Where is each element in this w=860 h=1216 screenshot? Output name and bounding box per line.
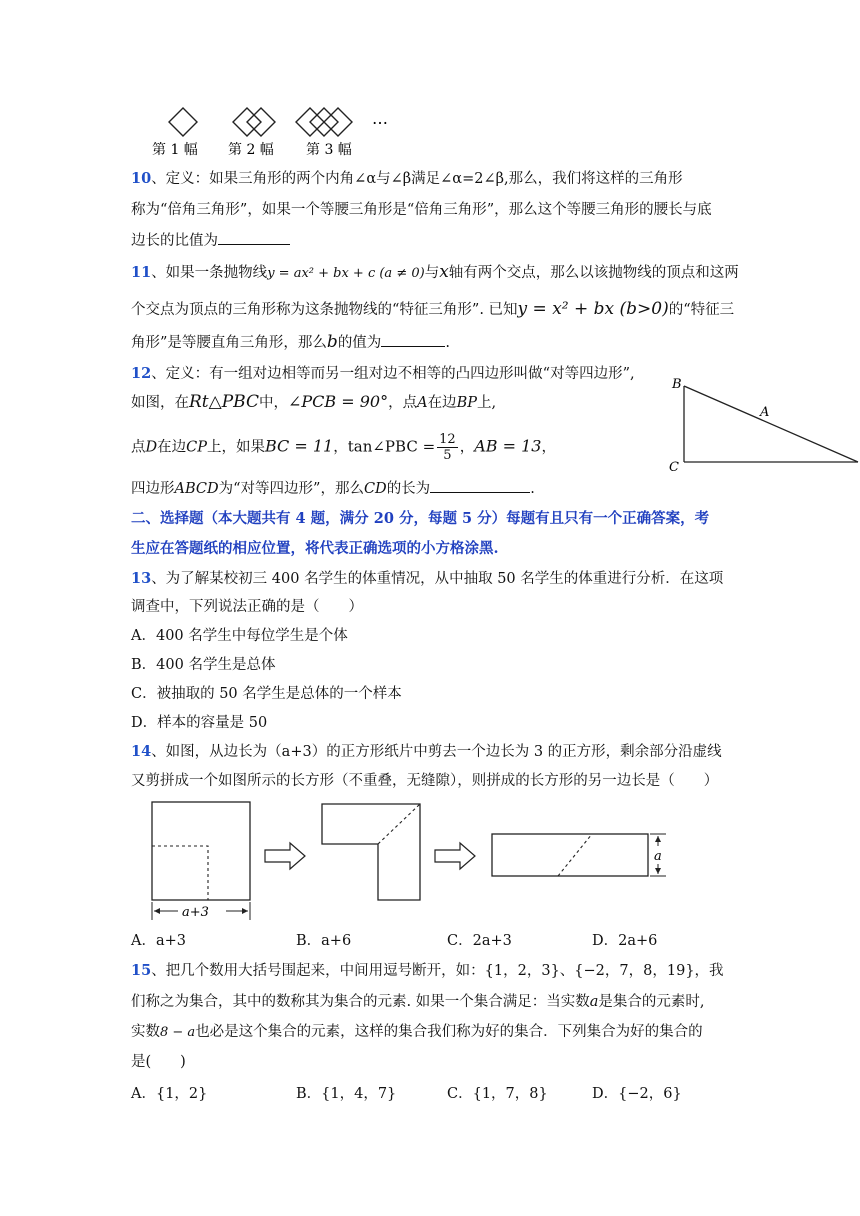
- q11-text: 的值为: [337, 335, 382, 351]
- q14-option-b[interactable]: B．a+6: [296, 933, 352, 949]
- q10-line-3: [131, 230, 290, 251]
- section-heading-line-1: 二、选择题（本大题共有 4 题，满分 20 分，每题 5 分）每题有且只有一个正确答案，考: [131, 510, 710, 527]
- q15-line-2: [131, 992, 704, 1012]
- point-a: A: [417, 395, 428, 411]
- square-cut-figure: [140, 796, 680, 924]
- tan-expression: tan∠PBC =: [347, 437, 436, 456]
- q11-text: 个交点为顶点的三角形称为这条抛物线的“特征三角形”. 已知: [131, 302, 518, 318]
- arrow-icon: [435, 843, 475, 869]
- q11-text: 的“特征三: [668, 302, 735, 318]
- section-heading-line-2: 生应在答题纸的相应位置，将代表正确选项的小方格涂黑.: [131, 540, 499, 557]
- question-number: 12: [131, 365, 152, 382]
- diamond-pattern-figures: [140, 104, 400, 160]
- point-d: D: [145, 439, 158, 456]
- q11-text: 角形”是等腰直角三角形，那么: [131, 335, 327, 351]
- q10-text-1: 、定义：如果三角形的两个内角∠α与∠β满足∠α=2∠β,那么，我们将这样的三角形: [151, 171, 683, 187]
- q14-option-a[interactable]: A．a+3: [131, 933, 186, 949]
- q15-text: 是集合的元素时,: [598, 994, 705, 1010]
- q13-text: 、为了解某校初三 400 名学生的体重情况，从中抽取 50 名学生的体重进行分析．在这项: [151, 571, 724, 587]
- expression: 8 − a: [160, 1025, 196, 1040]
- height-label: a: [654, 849, 662, 864]
- question-number: 15: [131, 962, 152, 979]
- segment-cd: CD: [363, 481, 387, 497]
- question-number: 11: [131, 264, 152, 281]
- answer-blank[interactable]: [218, 230, 290, 245]
- variable-b: b: [326, 332, 338, 352]
- q12-text: 在边: [427, 395, 457, 411]
- q14-text: 、如图，从边长为（a+3）的正方形纸片中剪去一个边长为 3 的正方形，剩余部分沿虚线: [151, 744, 722, 760]
- variable-a: a: [589, 994, 599, 1010]
- q10-line-2: [131, 200, 712, 220]
- answer-blank[interactable]: [381, 332, 445, 347]
- angle-expression: ∠PCB = 90°: [287, 392, 389, 411]
- equation: y = ax² + bx + c (a ≠ 0): [267, 266, 425, 281]
- q12-text: 中，: [258, 395, 288, 411]
- fraction: [437, 432, 458, 463]
- q12-line-3: [131, 432, 556, 463]
- question-number: 10: [131, 170, 152, 187]
- q12-text: 上，如果: [207, 439, 265, 456]
- q14-option-d[interactable]: D．2a+6: [592, 933, 658, 949]
- q13-line-2: 调查中，下列说法正确的是（ ）: [131, 599, 363, 615]
- q15-option-b[interactable]: B．{1，4，7}: [296, 1086, 397, 1102]
- q12-text: 的长为: [386, 481, 431, 497]
- q12-text: .: [530, 481, 535, 497]
- figure-label-2: 第 2 幅: [228, 142, 274, 158]
- label-c: C: [669, 460, 679, 475]
- q15-line-3: [131, 1022, 703, 1043]
- answer-blank[interactable]: [430, 478, 530, 493]
- q11-line-2: [131, 299, 734, 320]
- width-label: a+3: [182, 905, 209, 920]
- figure-label-1: 第 1 幅: [152, 142, 198, 158]
- q11-line-3: [131, 332, 450, 353]
- q13-option-b[interactable]: B．400 名学生是总体: [131, 657, 276, 673]
- q14-option-c[interactable]: C．2a+3: [447, 933, 512, 949]
- figure-label-3: 第 3 幅: [306, 142, 352, 158]
- diamond-shape: [169, 108, 197, 136]
- fraction-denominator: 5: [443, 448, 452, 463]
- q15-line-4: 是( ): [131, 1054, 186, 1070]
- q14-line-2: 又剪拼成一个如图所示的长方形（不重叠，无缝隙），则拼成的长方形的另一边长是（ ）: [131, 773, 719, 789]
- fraction-numerator: 12: [439, 432, 456, 447]
- q12-text: 在边: [157, 439, 187, 456]
- q12-line-2: [131, 392, 496, 413]
- q11-text: .: [445, 335, 450, 351]
- label-a: A: [760, 405, 770, 420]
- ab-expression: AB = 13: [474, 436, 542, 456]
- label-b: B: [672, 377, 682, 392]
- q12-text: 四边形: [131, 481, 175, 497]
- q13-option-a[interactable]: A．400 名学生中每位学生是个体: [131, 628, 348, 644]
- variable-x: x: [439, 262, 449, 282]
- q12-text: 点: [131, 439, 146, 456]
- q12-text: ，点: [388, 395, 418, 411]
- arrow-icon: [265, 843, 305, 869]
- q15-option-c[interactable]: C．{1，7，8}: [447, 1086, 548, 1102]
- q15-option-a[interactable]: A．{1，2}: [131, 1086, 208, 1102]
- q13-option-d[interactable]: D．样本的容量是 50: [131, 715, 268, 731]
- q15-text: 、把几个数用大括号围起来，中间用逗号断开，如：{1，2，3}、{−2，7，8，19}，我: [151, 963, 724, 979]
- bc-expression: BC = 11: [265, 436, 334, 456]
- q12-text: 如图，在: [131, 395, 189, 411]
- q11-text: 、如果一条抛物线: [151, 265, 268, 281]
- quad-abcd: ABCD: [174, 481, 219, 497]
- q12-text: 上,: [476, 395, 497, 411]
- q11-text: 轴有两个交点，那么以该抛物线的顶点和这两: [448, 265, 739, 281]
- triangle-figure: [664, 372, 860, 476]
- q12-text: ，: [541, 439, 556, 456]
- equation: y = x² + bx (b>0): [517, 299, 669, 319]
- q15-line-1: [131, 961, 724, 981]
- q11-text: 与: [424, 265, 440, 281]
- q10-line-1: [131, 169, 683, 189]
- ellipsis: …: [372, 109, 388, 128]
- q11-line-1: [131, 262, 739, 284]
- q14-line-1: [131, 742, 722, 762]
- q12-text: 为“对等四边形”，那么: [218, 481, 364, 497]
- q12-line-1: [131, 364, 635, 384]
- q12-text: ，: [333, 439, 348, 456]
- question-number: 14: [131, 743, 152, 760]
- q13-option-c[interactable]: C．被抽取的 50 名学生是总体的一个样本: [131, 686, 402, 702]
- q12-text: ，: [459, 439, 475, 456]
- segment-bp: BP: [456, 395, 477, 411]
- q15-option-d[interactable]: D．{−2，6}: [592, 1086, 682, 1102]
- question-number: 13: [131, 570, 152, 587]
- q15-text: 也必是这个集合的元素，这样的集合我们称为好的集合．下列集合为好的集合的: [195, 1024, 703, 1040]
- q13-line-1: [131, 569, 723, 589]
- segment-cp: CP: [186, 439, 207, 456]
- q12-text: 、定义：有一组对边相等而另一组对边不相等的凸四边形叫做“对等四边形”,: [151, 366, 635, 382]
- q15-text: 们称之为集合，其中的数称其为集合的元素. 如果一个集合满足：当实数: [131, 994, 590, 1010]
- triangle-name: Rt△PBC: [189, 392, 259, 412]
- q12-line-4: [131, 478, 535, 499]
- q15-text: 实数: [131, 1024, 160, 1040]
- q10-text-2: 称为“倍角三角形”，如果一个等腰三角形是“倍角三角形”，那么这个等腰三角形的腰长与底: [131, 202, 712, 218]
- q10-text-3: 边长的比值为: [131, 233, 218, 249]
